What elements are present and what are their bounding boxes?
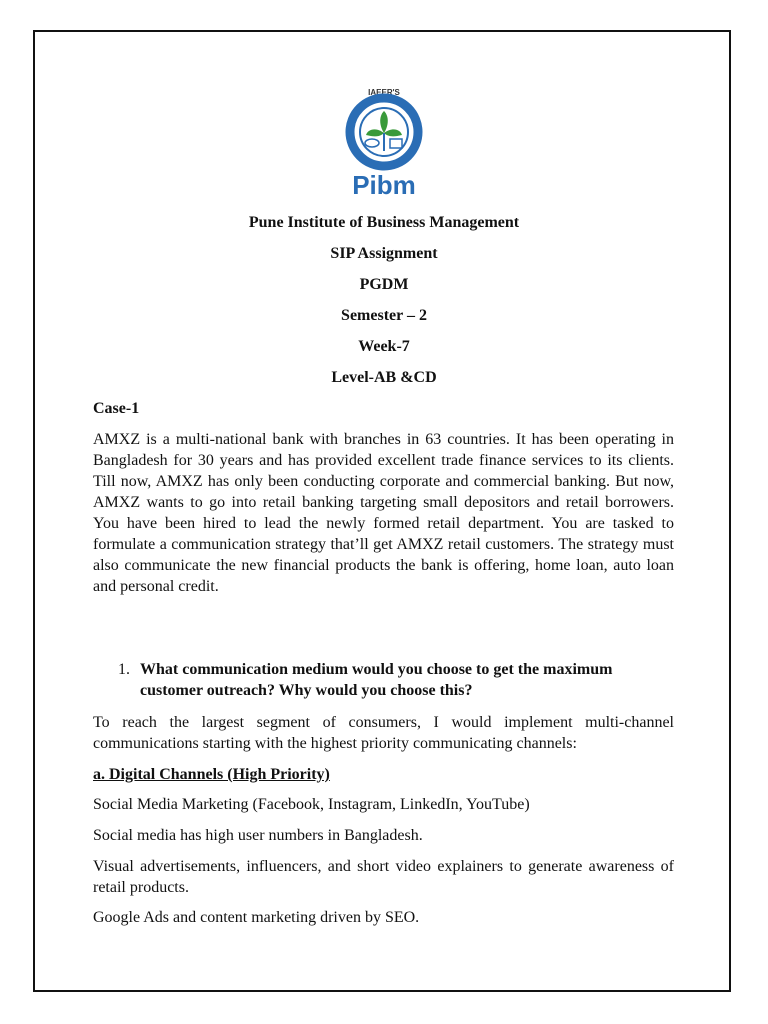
institute-name: Pune Institute of Business Management bbox=[248, 214, 520, 231]
answer-line: Google Ads and content marketing driven by SEO. bbox=[93, 909, 420, 926]
week-label: Week-7 bbox=[358, 338, 410, 355]
section-title: a. Digital Channels (High Priority) bbox=[93, 766, 330, 783]
level-label: Level-AB &CD bbox=[331, 369, 437, 386]
program-name: PGDM bbox=[359, 276, 409, 293]
case-body: AMXZ is a multi-national bank with branches in 63 countries. It has been operating in Bangladesh for 30 years and has provided excellent trade finance services to its clients. Till now, AMXZ has only been conducting corporate and commercial banking. But now, AMXZ wants to go into retail banking targeting small depositors and retail borrowers. You have been hired to lead the newly formed retail department. You are tasked to formulate a communication strategy that’ll get AMXZ retail customers. The strategy must also communicate the new financial products the bank is offering, home loan, auto loan and personal credit. bbox=[93, 431, 674, 595]
question-item bbox=[118, 659, 678, 701]
logo-brand-text: Pibm bbox=[352, 170, 416, 200]
logo-top-text: IAEER'S bbox=[368, 88, 400, 97]
question-number: 1. bbox=[118, 661, 130, 678]
answer-line: Social Media Marketing (Facebook, Instagram, LinkedIn, YouTube) bbox=[93, 796, 530, 813]
answer-line: Social media has high user numbers in Bangladesh. bbox=[93, 827, 423, 844]
answer-line: Visual advertisements, influencers, and short video explainers to generate awareness of retail products. bbox=[93, 858, 674, 896]
answer-intro: To reach the largest segment of consumers, I would implement multi-channel communications starting with the highest priority communicating channels: bbox=[93, 714, 674, 752]
semester-label: Semester – 2 bbox=[341, 307, 427, 324]
pibm-logo bbox=[330, 87, 438, 201]
case-title: Case-1 bbox=[93, 400, 140, 417]
question-text: What communication medium would you choose to get the maximum customer outreach? Why would you choose this? bbox=[140, 661, 613, 699]
assignment-title: SIP Assignment bbox=[330, 245, 438, 262]
